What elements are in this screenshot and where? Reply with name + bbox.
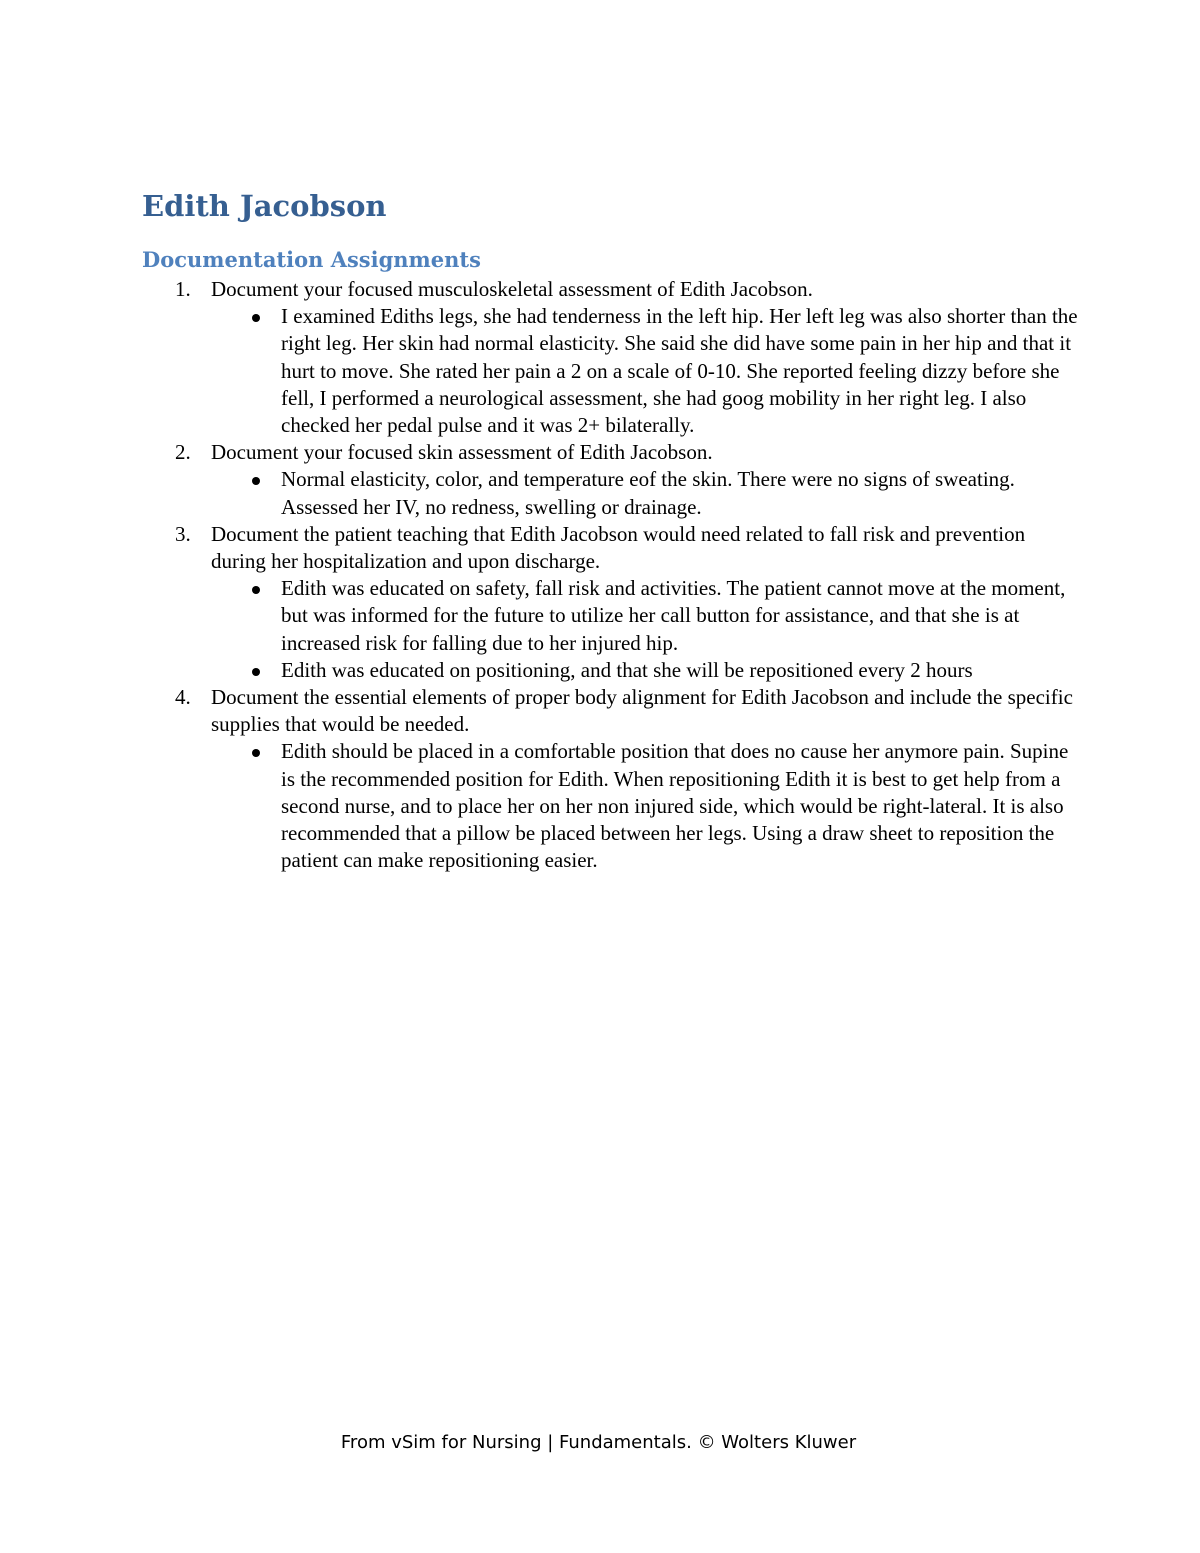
answer-text: Edith was educated on safety, fall risk and activities. The patient cannot move at the moment, but was informed for the future to utilize her call button for assistance, and that she is at increased risk for falling due to her injured hip.: [281, 576, 1066, 655]
assignment-item: [142, 684, 1082, 874]
assignment-number: 4.: [175, 685, 191, 710]
assignment-number: 1.: [175, 277, 191, 301]
assignment-prompt: Document the patient teaching that Edith Jacobson would need related to fall risk and prevention during her hospitalization and upon discharge.: [211, 521, 1026, 574]
answer-list: [211, 738, 1082, 874]
answer-list: [211, 466, 1082, 520]
assignment-item: [142, 521, 1082, 684]
answer-item: [211, 303, 1082, 439]
bullet-icon: [252, 314, 260, 322]
answer-item: [211, 657, 1082, 684]
answer-text: Edith should be placed in a comfortable position that does no cause her anymore pain. Supine is the recommended position for Edith. When repositioning Edith it is best to get help from a second nurse, and to place her on her non injured side, which would be right-lateral. It is also recommended that a pillow be placed between her legs. Using a draw sheet to reposition the patient can make repositioning easier.: [281, 739, 1069, 873]
bullet-icon: [252, 586, 260, 594]
assignment-prompt: Document your focused musculoskeletal assessment of Edith Jacobson.: [211, 277, 813, 301]
answer-list: [211, 575, 1082, 684]
document-title: Edith Jacobson: [142, 189, 387, 223]
assignment-prompt: Document your focused skin assessment of Edith Jacobson.: [211, 440, 713, 465]
assignment-item: [142, 276, 1082, 439]
page-footer: From vSim for Nursing | Fundamentals. © Wolters Kluwer: [340, 1432, 857, 1453]
bullet-icon: [252, 477, 260, 485]
answer-item: [211, 738, 1082, 874]
answer-item: [211, 466, 1082, 520]
assignment-prompt: Document the essential elements of proper body alignment for Edith Jacobson and include the specific supplies that would be needed.: [211, 685, 1073, 737]
assignment-list: [142, 276, 1082, 874]
bullet-icon: [252, 749, 260, 757]
assignment-item: [142, 439, 1082, 521]
answer-text: I examined Ediths legs, she had tenderness in the left hip. Her left leg was also shorter than the right leg. Her skin had normal elasticity. She said she did have some pain in her hip and that it hurt to move. She rated her pain a 2 on a scale of 0-10. She reported feeling dizzy before she fell, I performed a neurological assessment, she had goog mobility in her right leg. I also checked her pedal pulse and it was 2+ bilaterally.: [281, 304, 1078, 438]
answer-item: [211, 575, 1082, 657]
assignment-number: 3.: [175, 521, 191, 546]
answer-list: [211, 303, 1082, 439]
bullet-icon: [252, 668, 260, 676]
answer-text: Edith was educated on positioning, and that she will be repositioned every 2 hours: [281, 657, 973, 682]
assignment-number: 2.: [175, 440, 191, 465]
answer-text: Normal elasticity, color, and temperature eof the skin. There were no signs of sweating. Assessed her IV, no redness, swelling or drainage.: [281, 467, 1015, 519]
section-heading: Documentation Assignments: [142, 247, 481, 272]
